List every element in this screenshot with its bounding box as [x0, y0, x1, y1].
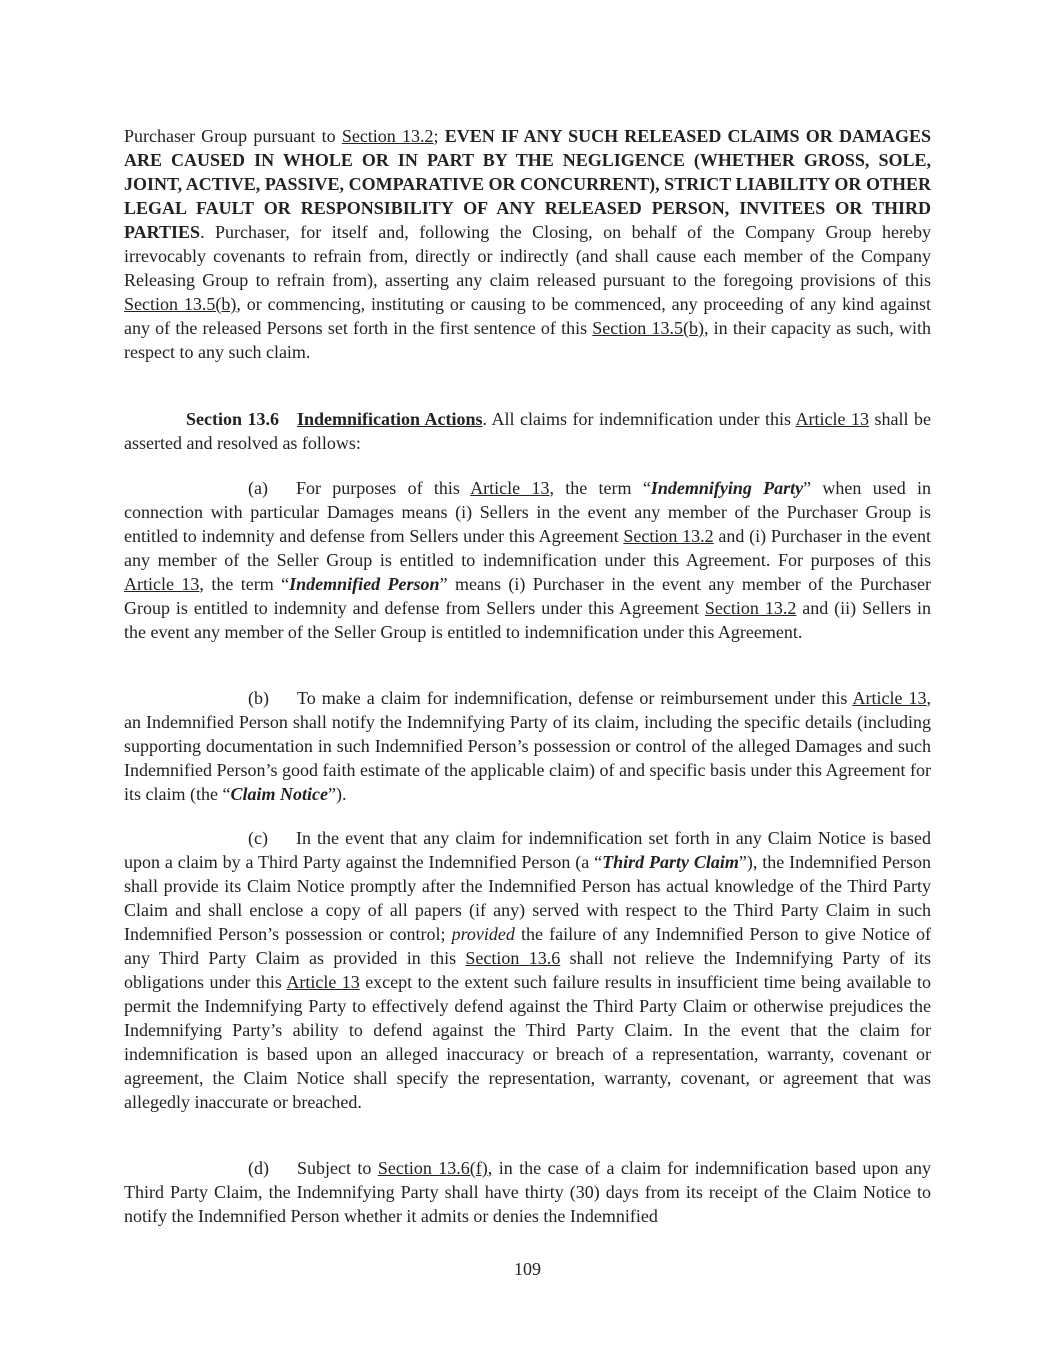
cross-reference: Section 13.6 [465, 948, 561, 968]
text: and (ii) Sellers in the event any member of the Seller Group is entitled to indemnification under this Agreement. [124, 598, 931, 642]
text: , the term “ [199, 574, 290, 594]
text: ; [433, 126, 445, 146]
defined-term: Indemnified Person [289, 574, 440, 594]
subparagraph-a [124, 476, 931, 644]
text: the failure of any Indemnified Person to give Notice of any Third Party Claim as provided in this [124, 924, 931, 968]
cross-reference: Section 13.2 [623, 526, 714, 546]
text: , or commencing, instituting or causing to be commenced, any proceeding of any kind against any of the released Persons set forth in the first sentence of this [124, 294, 931, 338]
cross-reference: Article 13 [470, 478, 550, 498]
proviso: provided [451, 924, 515, 944]
subparagraph-b [124, 686, 931, 806]
subparagraph-marker: (c) [248, 828, 268, 848]
subparagraph-d [124, 1156, 931, 1228]
subparagraph-marker: (b) [248, 688, 269, 708]
page-number: 109 [514, 1259, 541, 1279]
text: except to the extent such failure results in insufficient time being available to permit the Indemnifying Party to effectively defend against the Third Party Claim or otherwise prejudices the Indemnifying Party’s ability to defend against the Third Party Claim. In the event that the claim for indemnification is based upon an alleged inaccuracy or breach of a representation, warranty, covenant or agreement, the Claim Notice shall specify the representation, warranty, covenant, or agreement that was allegedly inaccurate or breached. [124, 972, 931, 1112]
text: ”). [327, 784, 347, 804]
defined-term: Indemnifying Party [650, 478, 804, 498]
cross-reference: Article 13 [795, 409, 869, 429]
cross-reference: Article 13 [286, 972, 360, 992]
cross-reference: Section 13.5(b) [124, 294, 237, 314]
text: . Purchaser, for itself and, following the Closing, on behalf of the Company Group hereby irrevocably covenants to refrain from, directly or indirectly (and shall cause each member of the Company Releasing Group to refrain from), asserting any claim released pursuant to the foregoing provisions of this [124, 222, 931, 290]
paragraph-release-continuation [124, 124, 931, 364]
text: To make a claim for indemnification, defense or reimbursement under this [297, 688, 853, 708]
section-label: Section 13.6 [186, 409, 279, 429]
cross-reference: Article 13 [124, 574, 200, 594]
conspicuous-text: EVEN IF ANY SUCH RELEASED CLAIMS OR DAMAGES ARE CAUSED IN WHOLE OR IN PART BY THE NEGLIGENCE (WHETHER GROSS, SOLE, JOINT, ACTIVE, PASSIVE, COMPARATIVE OR CONCURRENT), STRICT LIABILITY OR OTHER LEGAL FAULT OR RESPONSIBILITY OF ANY RELEASED PERSON, INVITEES OR THIRD PARTIES [124, 126, 931, 242]
text: ” means (i) Purchaser in the event any member of the Purchaser Group is entitled to indemnity and defense from Sellers under this Agreement [124, 574, 932, 618]
text: . All claims for indemnification under this [482, 409, 796, 429]
text: , in their capacity as such, with respect to any such claim. [124, 318, 931, 362]
cross-reference: Section 13.6(f) [377, 1158, 488, 1178]
subparagraph-marker: (a) [248, 478, 268, 498]
text: ”), the Indemnified Person shall provide its Claim Notice promptly after the Indemnified Person has actual knowledge of the Third Party Claim and shall enclose a copy of all papers (if any) served with respect to the Third Party Claim in such Indemnified Person’s possession or control; [124, 852, 931, 944]
text: For purposes of this [295, 478, 471, 498]
text: shall be asserted and resolved as follows: [124, 409, 931, 453]
section-13-6 [124, 407, 931, 455]
text: In the event that any claim for indemnification set forth in any Claim Notice is based upon a claim by a Third Party against the Indemnified Person (a “ [124, 828, 931, 872]
text: Subject to [297, 1158, 378, 1178]
text: , an Indemnified Person shall notify the Indemnifying Party of its claim, including the specific details (including supporting documentation in such Indemnified Person’s possession or control of the alleged Damages and such Indemnified Person’s good faith estimate of the applicable claim) of and specific basis under this Agreement for its claim (the “ [124, 688, 931, 804]
text: , the term “ [549, 478, 651, 498]
subparagraph-marker: (d) [248, 1158, 269, 1178]
cross-reference: Section 13.2 [341, 126, 434, 146]
text: Purchaser Group pursuant to [124, 126, 342, 146]
cross-reference: Section 13.2 [704, 598, 797, 618]
text: , in the case of a claim for indemnification based upon any Third Party Claim, the Indemnifying Party shall have thirty (30) days from its receipt of the Claim Notice to notify the Indemnified Person whether it admits or denies the Indemnified [124, 1158, 931, 1226]
defined-term: Third Party Claim [602, 852, 739, 872]
section-title: Indemnification Actions [297, 409, 483, 429]
subparagraph-c [124, 826, 931, 1114]
text: ” when used in connection with particular Damages means (i) Sellers in the event any member of the Purchaser Group is entitled to indemnity and defense from Sellers under this Agreement [124, 478, 932, 546]
defined-term: Claim Notice [230, 784, 328, 804]
text: shall not relieve the Indemnifying Party of its obligations under this [124, 948, 931, 992]
text: and (i) Purchaser in the event any member of the Seller Group is entitled to indemnification under this Agreement. For purposes of this [124, 526, 932, 570]
cross-reference: Section 13.5(b) [592, 318, 704, 338]
cross-reference: Article 13 [852, 688, 927, 708]
